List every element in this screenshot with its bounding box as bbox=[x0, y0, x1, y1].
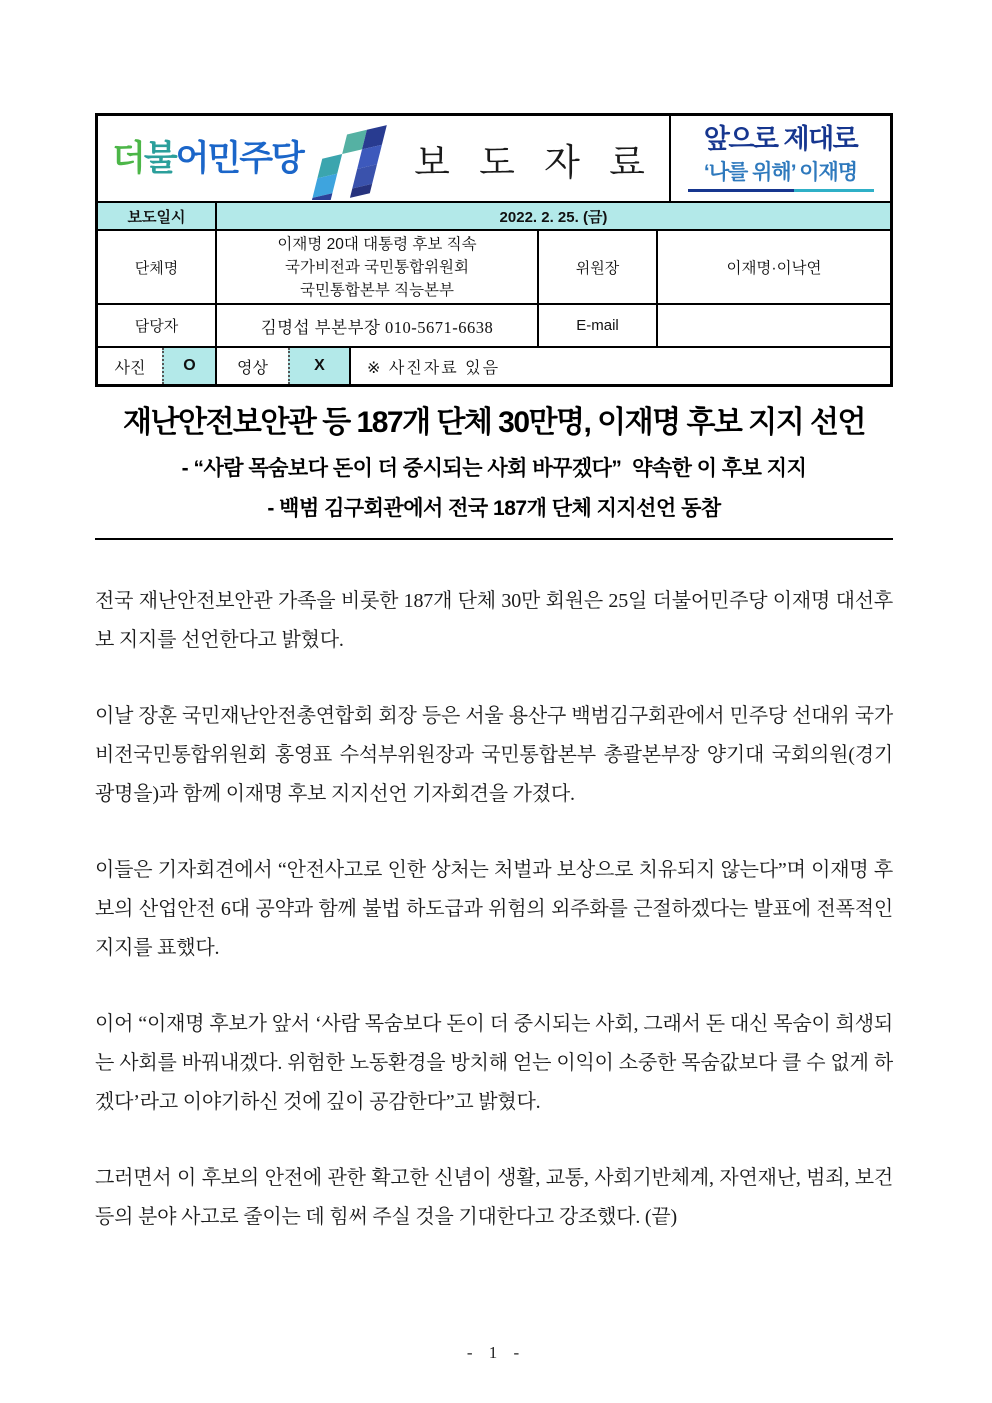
email-value bbox=[656, 305, 890, 346]
slogan-line2: ‘나를 위해’ 이재명 bbox=[703, 160, 858, 184]
body-paragraph-1: 전국 재난안전보안관 가족을 비롯한 187개 단체 30만 회원은 25일 더불어민주당 이재명 대선후보 지지를 선언한다고 밝혔다. bbox=[95, 590, 893, 651]
body-paragraph-3: 이들은 기자회견에서 “안전사고로 인한 상처는 처벌과 보상으로 치유되지 않는다”며 이재명 후보의 산업안전 6대 공약과 함께 불법 하도급과 위험의 외주화를 근절하겠다는 발표에 전폭적인 지지를 표했다. bbox=[95, 859, 893, 959]
body-paragraph-2: 이날 장훈 국민재난안전총연합회 회장 등은 서울 용산구 백범김구회관에서 민주당 선대위 국가비전국민통합위원회 홍영표 수석부위원장과 국민통합본부 총괄본부장 양기대 국회의원(경기광명을)과 함께 이재명 후보 지지선언 기자회견을 가졌다. bbox=[95, 705, 893, 805]
body-paragraph-4: 이어 “이재명 후보가 앞서 ‘사람 목숨보다 돈이 더 중시되는 사회, 그래서 돈 대신 목숨이 희생되는 사회를 바꿔내겠다. 위험한 노동환경을 방치해 얻는 이익이 소중한 목숨값보다 클 수 없게 하겠다’라고 이야기하신 것에 깊이 공감한다”고 밝혔다. bbox=[95, 1013, 893, 1113]
party-flag-icon bbox=[305, 114, 390, 200]
release-date-row bbox=[98, 201, 890, 229]
campaign-slogan bbox=[669, 116, 890, 201]
organization-line3: 국민통합본부 직능본부 bbox=[299, 281, 455, 299]
document-content bbox=[95, 113, 893, 1274]
wordmark-part2: 불 bbox=[143, 139, 176, 178]
contact-row bbox=[98, 303, 890, 346]
wordmark-part3: 어민주당 bbox=[175, 139, 303, 178]
release-date-value: 2022. 2. 25. (금) bbox=[215, 203, 890, 229]
headline-divider bbox=[95, 538, 893, 540]
contact-value: 김명섭 부본부장 010-5671-6638 bbox=[215, 305, 537, 346]
media-note: ※ 사진자료 있음 bbox=[349, 348, 890, 384]
headline-title: 재난안전보안관 등 187개 단체 30만명, 이재명 후보 지지 선언 bbox=[123, 406, 865, 439]
photo-label: 사진 bbox=[114, 359, 146, 377]
wordmark-part1: 더 bbox=[112, 139, 144, 178]
organization-label: 단체명 bbox=[134, 259, 179, 277]
slogan-line1: 앞으로 제대로 bbox=[703, 124, 858, 155]
organization-name bbox=[215, 231, 537, 303]
organization-line1: 이재명 20대 대통령 후보 직속 bbox=[277, 235, 477, 253]
video-label: 영상 bbox=[215, 348, 288, 384]
page-number: - 1 - bbox=[466, 1343, 526, 1362]
party-logo bbox=[98, 116, 390, 201]
slogan-underline bbox=[688, 189, 874, 192]
email-label: E-mail bbox=[537, 305, 656, 346]
headline-subtitle-1: - “사람 목숨보다 돈이 더 중시되는 사회 바꾸겠다” 약속한 이 후보 지지 bbox=[181, 457, 807, 480]
photo-flag: O bbox=[162, 348, 215, 384]
video-flag: X bbox=[288, 348, 349, 384]
chair-label: 위원장 bbox=[537, 231, 656, 303]
media-availability-row bbox=[98, 346, 890, 384]
headline-block bbox=[95, 403, 893, 540]
organization-line2: 국가비전과 국민통합위원회 bbox=[285, 258, 469, 276]
release-date-label: 보도일시 bbox=[98, 203, 215, 229]
contact-label: 담당자 bbox=[134, 318, 179, 335]
chair-value: 이재명·이낙연 bbox=[656, 231, 890, 303]
article-body bbox=[95, 582, 893, 1237]
press-info-table bbox=[95, 113, 893, 387]
body-paragraph-5: 그러면서 이 후보의 안전에 관한 확고한 신념이 생활, 교통, 사회기반체계, 자연재난, 범죄, 보건 등의 분야 사고로 줄이는 데 힘써 주실 것을 기대한다고 강조했다. (끝) bbox=[95, 1167, 893, 1228]
document-type-title: 보 도 자 료 bbox=[414, 142, 655, 184]
party-wordmark bbox=[112, 141, 303, 176]
masthead-row bbox=[98, 116, 890, 201]
headline-subtitle-2: - 백범 김구회관에서 전국 187개 단체 지지선언 동참 bbox=[267, 497, 721, 520]
organization-row bbox=[98, 229, 890, 303]
